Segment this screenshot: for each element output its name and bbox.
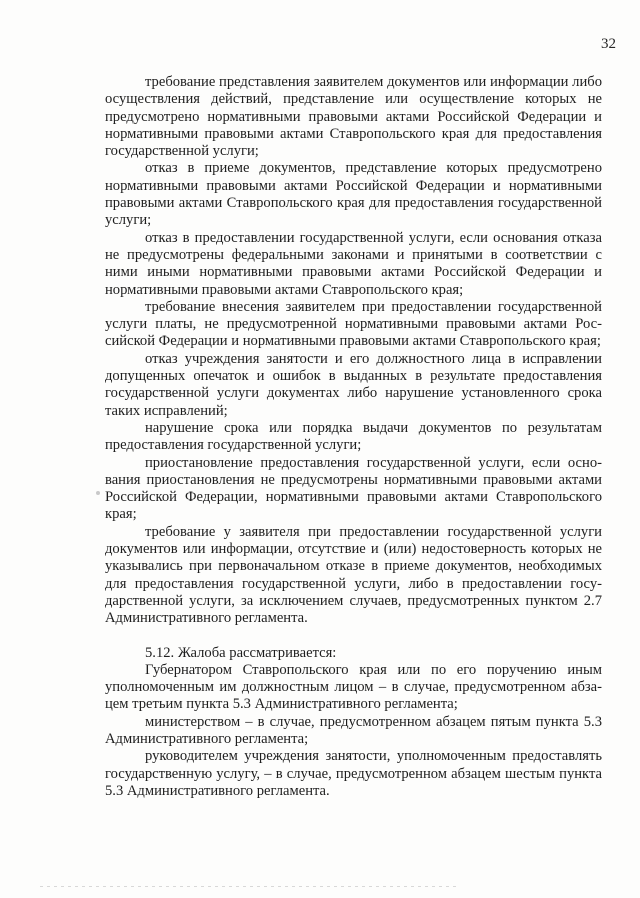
paragraph-unlisted-documents: требование у заявителя при предоставлении государственной услуги документов или информации, отсутствие и (или) недостоверность которых не указывались при первоначальном отказе в приеме документов, необходимых для предоставления государственной услуги, либо в предоставлении государственной услуги, за исключением случаев, предусмотренных пунктом 2.7 Административного регламента. — [105, 523, 602, 627]
paragraph-correction-refusal: отказ учреждения занятости и его должностного лица в исправлении допущенных опечаток и ошибок в выданных в результате предоставления государственной услуги документах либо нарушение установленного срока таких исправлений; — [105, 350, 602, 419]
paragraph-refusal-provision: отказ в предоставлении государственной услуги, если основания отказа не предусмотрены федеральными законами и принятыми в соответствии с ними иными нормативными правовыми актами Российской Федерации и нормативными правовыми актами Ставропольского края; — [105, 229, 602, 298]
paragraph-issuance-violation: нарушение срока или порядка выдачи документов по результатам предоставления государственной услуги; — [105, 419, 602, 454]
paragraph-employment-head: руководителем учреждения занятости, уполномоченным предоставлять государственную услугу, – в случае, предусмотренном абзацем шестым пункта 5.3 Административного регламента. — [105, 748, 602, 799]
scan-bottom-edge — [40, 886, 460, 887]
paragraph-ministry: министерством – в случае, предусмотренном абзацем пятым пункта 5.3 Административного регламента; — [105, 713, 602, 747]
scan-artifact — [96, 491, 100, 495]
section-heading-5-12: 5.12. Жалоба рассматривается: — [145, 644, 337, 661]
paragraph-refusal-acceptance: отказ в приеме документов, представление которых предусмотрено нормативными правовыми актами Российской Федерации и нормативными правовыми актами Ставропольского края для предоставления государственной услуги; — [105, 160, 602, 229]
document-body — [105, 74, 602, 800]
paragraph-suspension: приостановление предоставления государственной услуги, если основания приостановления не предусмотрены нормативными правовыми актами Российской Федерации, нормативными правовыми актами Ставропольского края; — [105, 454, 602, 523]
paragraph-documents-requirement: требование представления заявителем документов или информации либо осуществления действий, представление или осуществление которых не предусмотрено нормативными правовыми актами Российской Федерации и нормативными правовыми актами Ставропольского края для предоставления государственной услуги; — [105, 74, 602, 160]
paragraph-fee-requirement: требование внесения заявителем при предоставлении государственной услуги платы, не предусмотренной нормативными правовыми актами Российской Федерации и нормативными правовыми актами Ставропольского края; — [105, 298, 602, 350]
paragraph-governor: Губернатором Ставропольского края или по его поручению иным уполномоченным им должностным лицом – в случае, предусмотренном абзацем третьим пункта 5.3 Административного регламента; — [105, 661, 602, 713]
page-number: 32 — [601, 36, 616, 52]
paragraph-gap — [105, 628, 602, 645]
